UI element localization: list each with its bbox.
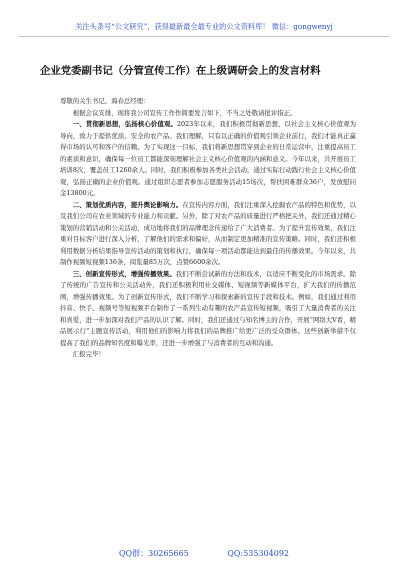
section-paragraph-3 <box>60 269 356 350</box>
footer-qq-group: QQ群：30265665 <box>118 549 189 558</box>
section-body-3: 我们不断尝试新的方法和技术，以适应不断变化的市场需求。除了传统的广告宣传和公关活动外，我们还积极利用社交媒体、短视频等新媒体平台，扩大我们的传播范围，增强传播效果。为了创新宣传形式，我们不断学习和探索新的宣传手段和技术。例如，我们通过利用抖音、快手、视频号等短视频平台制作了一系列生动有趣的农产品宣传短视频，吸引了大量消费者的关注和喜爱，进一步加深对我们产品的认识了解。同时，我们还通过与知名博主的合作，开展“网络大V看，精品展示行”主题宣传活动，利用他们的影响力将我们的品牌推广给更广泛的受众群体。这些创新举措不仅提高了我们的品牌知名度和曝光率，还进一步增强了与消费者的互动和沟通。 <box>60 269 356 347</box>
salutation: 尊敬的关生书记、海春总经理： <box>60 97 150 105</box>
document-body <box>60 96 356 361</box>
section-heading-2: 二、策划优质内容，提升舆论影响力。 <box>72 200 183 209</box>
header-banner[interactable]: 关注头条号“公文研究”，获得最新最全最专业的公文资料库！ 微信：gongwenyj <box>75 22 333 31</box>
document-title: 企业党委副书记（分管宣传工作）在上级调研会上的发言材料 <box>40 65 321 77</box>
section-paragraph-2 <box>60 200 356 269</box>
header-divider <box>18 36 390 37</box>
section-body-2: 在宣传内容方面，我们注重深入挖掘农产品的特色和优势，以及我们公司在农业领域的专业能力和贡献。另外，除了对农产品的质量进行严格把关外，我们还通过精心策划的营销活动和公关活动，成功地将我们的品牌理念传递给了广大消费者。为了提升宣传效果，我们注重对目标客户进行深入分析，了解他们的需求和偏好，从而制定更加精准的宣传策略。同时，我们还积极利用数据分析结果指导宣传活动的策划和执行，确保每一项活动都能达到最佳的传播效果。今年以来，共制作视频短视频136条，阅览量85万次，点赞6600余次。 <box>60 200 356 266</box>
section-paragraph-1 <box>60 119 356 200</box>
closing-line: 汇报完毕！ <box>72 350 105 358</box>
section-body-1: 2023年以来，我们积极贯彻新思想，以社会主义核心价值观为导向，致力于提供优质、安全的农产品。我们理解，只有以正确的价值观引领企业前行，我们才能真正赢得市场的认可和客户的信赖。为了实现这一目标，我们将新思想贯穿到企业的日常运营中，注重提高员工的素质和意识，确保每一位员工都能深刻理解社会主义核心价值观的内涵和意义。今年以来，共开展员工培训8次，覆盖员工1260余人。同时，我们积极参加各类社会活动，通过实际行动践行社会主义核心价值观，弘扬正确的企业价值观。通过组织志愿者参加志愿服务活动15场次，帮扶困难群众36户，发放慰问金13800元。 <box>60 120 356 197</box>
section-heading-3: 三、创新宣传形式，增强传播效果。 <box>72 269 176 278</box>
section-heading-1: 一、贯彻新思想，弘扬核心价值观。 <box>72 120 177 128</box>
footer-contact <box>0 548 408 559</box>
intro-paragraph: 根据会议安排，现将我公司宣传工作作简要发言如下，不当之处敬请批评指正。 <box>72 108 297 117</box>
footer-qq: QQ:535304092 <box>227 549 289 558</box>
